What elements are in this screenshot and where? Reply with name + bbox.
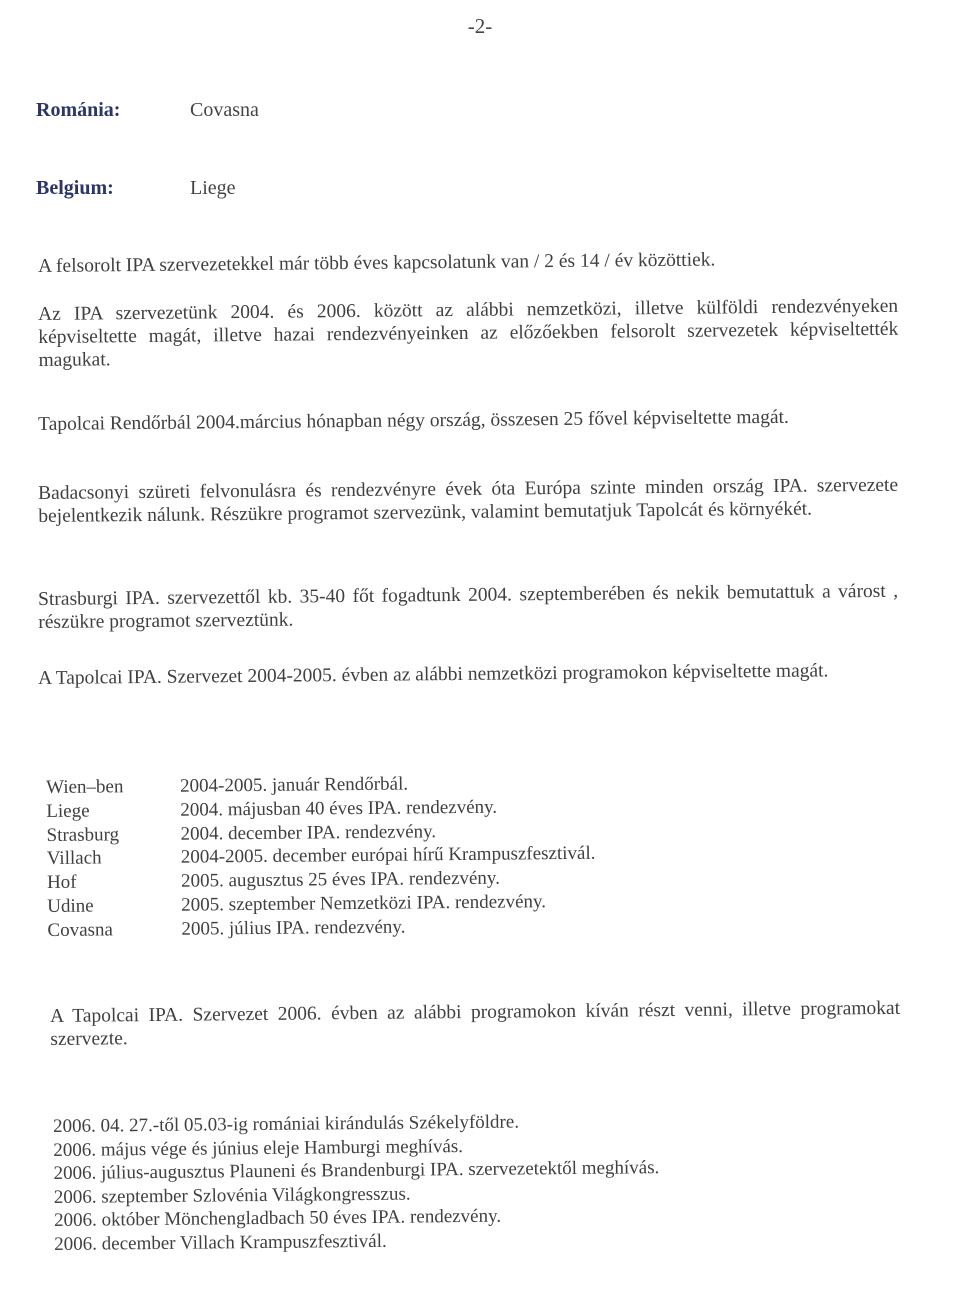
event-description: 2004. májusban 40 éves IPA. rendezvény. [180, 796, 498, 821]
event-city: Villach [46, 847, 102, 870]
country-label-belgium: Belgium: [36, 177, 114, 199]
event-city: Wien–ben [46, 776, 124, 798]
paragraph-2004-2005-intro: A Tapolcai IPA. Szervezet 2004-2005. évben az alábbi nemzetközi programokon képviseltette magát. [38, 660, 829, 689]
paragraph-harvest-parade: Badacsonyi szüreti felvonulásra és rendezvényre évek óta Európa szinte minden ország IPA. szervezete bejelentkezik nálunk. Részükre programot szervezünk, valamint bemutatjuk Tapolcát és környékét. [38, 474, 899, 527]
list-item: 2006. december Villach Krampuszfesztivál. [54, 1230, 387, 1255]
event-description: 2005. július IPA. rendezvény. [181, 916, 406, 940]
event-city: Hof [46, 871, 77, 894]
event-city: Liege [46, 800, 90, 822]
event-description: 2005. szeptember Nemzetközi IPA. rendezvény. [181, 891, 547, 916]
list-item: 2006. május vége és június eleje Hamburgi meghívás. [53, 1135, 464, 1161]
country-value-belgium: Liege [190, 177, 236, 199]
list-item: 2006. szeptember Szlovénia Világkongresszus. [53, 1183, 411, 1208]
event-city: Strasburg [46, 823, 120, 846]
list-item: 2006. 04. 27.-től 05.03-ig romániai kirándulás Székelyföldre. [53, 1111, 520, 1137]
events-list-2006 [53, 1108, 834, 1257]
list-item: 2006. július-augusztus Plauneni és Brandenburgi IPA. szervezetektől meghívás. [53, 1157, 660, 1185]
paragraph-2006-intro: A Tapolcai IPA. Szervezet 2006. évben az alábbi programokon kíván részt venni, illetve programokat szervezte. [50, 997, 901, 1050]
paragraph-representation: Az IPA szervezetünk 2004. és 2006. között az alábbi nemzetközi, illetve külföldi rendezvényeken képviseltette magát, illetve hazai rendezvényeinken az előzőekben felsorolt szervezetek képviseltették magukat. [38, 295, 899, 371]
country-value-romania: Covasna [190, 99, 259, 121]
page-number: -2- [467, 14, 493, 38]
event-city: Udine [47, 895, 94, 917]
event-city: Covasna [47, 919, 114, 941]
event-description: 2004-2005. december európai hírű Krampuszfesztivál. [180, 843, 596, 869]
paragraph-police-ball: Tapolcai Rendőrbál 2004.március hónapban négy ország, összesen 25 fővel képviseltette magát. [38, 406, 789, 435]
list-item: 2006. október Mönchengladbach 50 éves IPA. rendezvény. [53, 1206, 502, 1232]
events-list-2004-2005 [46, 769, 748, 942]
event-description: 2005. augusztus 25 éves IPA. rendezvény. [180, 867, 500, 892]
paragraph-relations: A felsorolt IPA szervezetekkel már több éves kapcsolatunk van / 2 és 14 / év közöttiek. [38, 249, 716, 277]
paragraph-strasburg-visit: Strasburgi IPA. szervezettől kb. 35-40 főt fogadtunk 2004. szeptemberében és nekik bemutattuk a várost , részükre programot szerveztünk. [38, 580, 899, 633]
event-description: 2004. december IPA. rendezvény. [180, 820, 437, 845]
country-label-romania: Románia: [36, 99, 121, 121]
event-description: 2004-2005. január Rendőrbál. [180, 773, 409, 797]
